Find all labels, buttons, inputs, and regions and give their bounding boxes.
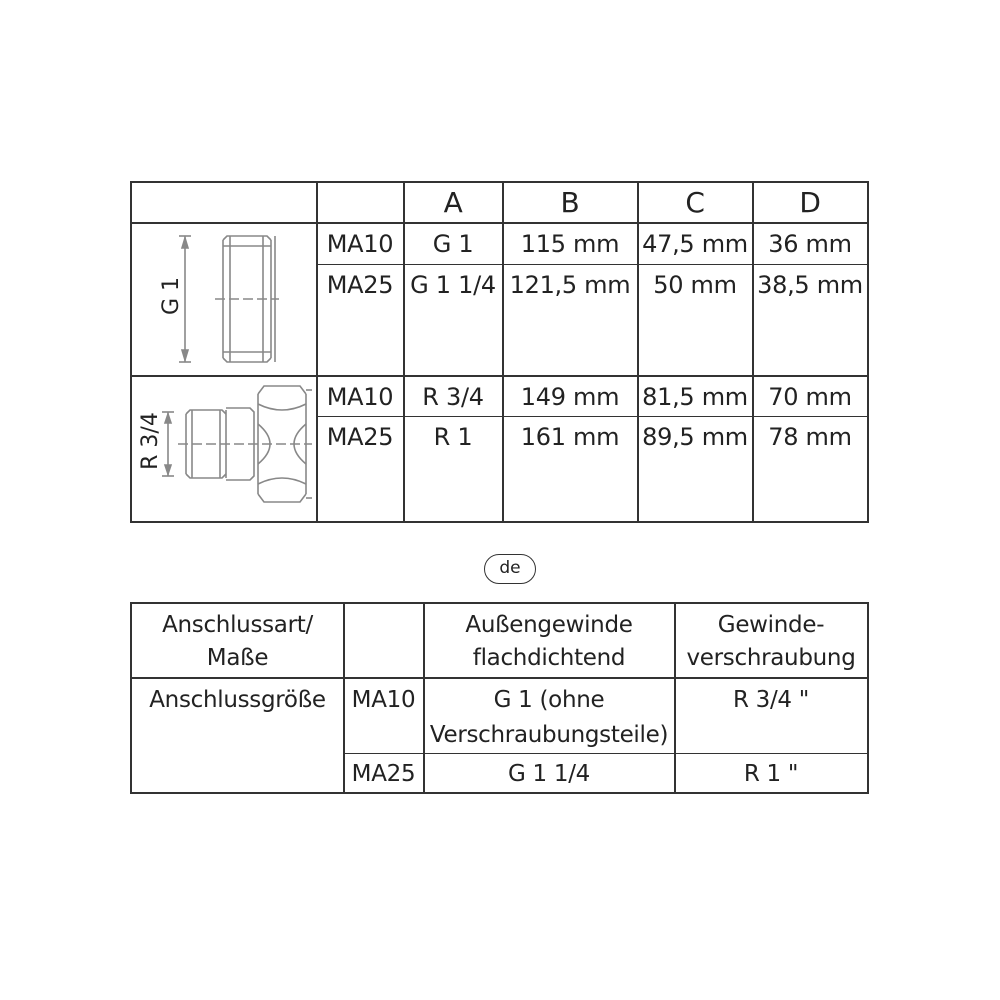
r34-ma25-model: MA25 (326, 423, 394, 451)
group-label-r34: R 3/4 (138, 412, 163, 470)
header-threaded: Gewinde- (717, 612, 825, 638)
header-external-thread: Außengewinde (465, 612, 633, 638)
r34-ma25-c: 89,5 mm (642, 423, 748, 451)
group-label-g1: G 1 (159, 276, 184, 316)
g1-fitting-drawing (175, 228, 305, 368)
g1-ma25-model: MA25 (326, 271, 394, 299)
r34-ma25-d: 78 mm (768, 423, 852, 451)
r34-ma25-a: R 1 (433, 423, 473, 451)
r34-ma10-d: 70 mm (768, 383, 852, 411)
ma25-fitting: R 1 " (743, 761, 799, 787)
g1-ma10-d: 36 mm (768, 230, 852, 258)
g1-ma10-c: 47,5 mm (642, 230, 748, 258)
r34-ma10-model: MA10 (326, 383, 394, 411)
g1-ma25-a: G 1 1/4 (410, 271, 496, 299)
column-header-b: B (560, 186, 580, 219)
g1-ma25-c: 50 mm (653, 271, 737, 299)
g1-ma25-b: 121,5 mm (509, 271, 631, 299)
r34-ma10-b: 149 mm (520, 383, 620, 411)
divider (343, 753, 869, 754)
r34-fitting-drawing (160, 382, 316, 518)
language-badge: de (484, 554, 536, 584)
g1-ma10-model: MA10 (326, 230, 394, 258)
r34-ma10-c: 81,5 mm (642, 383, 748, 411)
ma25-model: MA25 (351, 761, 416, 787)
r34-ma10-a: R 3/4 (422, 383, 484, 411)
ma10-thread-line1: G 1 (ohne (493, 687, 605, 713)
column-header-d: D (799, 186, 821, 219)
header-fitting: verschraubung (686, 645, 856, 671)
column-header-c: C (685, 186, 705, 219)
ma10-fitting: R 3/4 " (732, 687, 810, 713)
ma10-model: MA10 (351, 687, 416, 713)
g1-ma25-d: 38,5 mm (757, 271, 863, 299)
ma10-thread-line2: Verschraubungsteile) (429, 722, 669, 748)
g1-ma10-a: G 1 (432, 230, 474, 258)
g1-ma10-b: 115 mm (520, 230, 620, 258)
divider (130, 677, 869, 679)
header-dimensions: Maße (206, 645, 269, 671)
r34-ma25-b: 161 mm (520, 423, 620, 451)
header-flat-sealing: flachdichtend (472, 645, 626, 671)
column-header-a: A (443, 186, 463, 219)
ma25-thread: G 1 1/4 (508, 761, 590, 787)
row-label-connection-size: Anschlussgröße (149, 687, 326, 713)
header-connection-type: Anschlussart/ (162, 612, 313, 638)
